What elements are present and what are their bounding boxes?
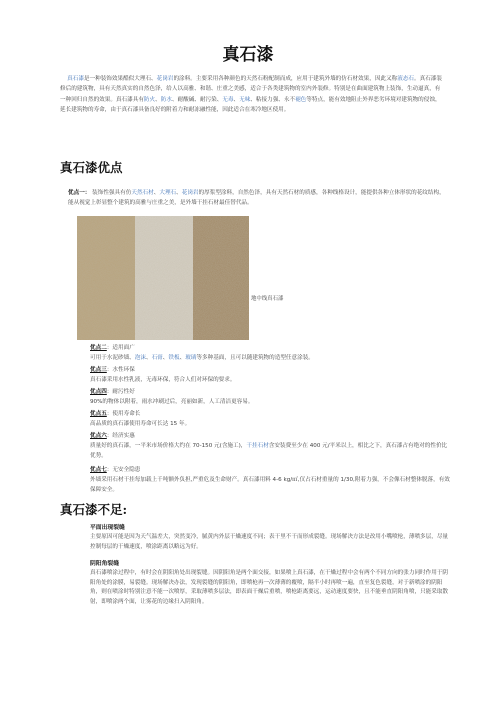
image-caption: 地中线真石漆: [251, 296, 284, 302]
advantage-7-text: 外墙采用石材干挂每加载上千吨额外负担,严重危及生命财产。真石漆用料 4-6 kg/㎡,仅占石材重量的 1/30,附着力强，不会像石材整体脱落，有效保障安全。: [90, 477, 450, 493]
intro-text: 、粘接力强、永不: [250, 96, 296, 103]
advantage-label: 优点二: [90, 345, 107, 351]
advantage-title: 水性环保: [112, 367, 135, 373]
intro-text: 是一种装饰效果酷似大理石、: [83, 76, 157, 82]
advantage-2-text: [90, 354, 450, 364]
flat-cracks-text: 主要原因可能是因为天气温差大，突然变冷，腻黄内外层干燥速度不同；表干里不干而形成裂缝。现场解决方法是改用小嘴喷枪，薄喷多层，尽量控制每层的干燥速度，喷涂距离以略远为好。: [90, 534, 449, 550]
advantage-label: 优点五: [90, 411, 107, 417]
adv-text: 、: [145, 355, 152, 361]
intro-text: 的涂料。主要采用各种颜色的天然石粉配制而成，应用于建筑外墙的仿石材效果，因此又称: [173, 76, 398, 82]
advantage-4: 优点四：耐污性好: [90, 389, 135, 395]
adv-text: 等多种基面，且可以随建筑物的造型任意涂装。: [196, 355, 314, 361]
advantage-4-text: 90%的物体以附着，雨水冲刷过后，亮丽如新，人工清洁更容易。: [90, 399, 254, 405]
section-heading-disadvantages: 真石漆不足:: [60, 502, 128, 517]
advantage-label: 优点七: [90, 467, 107, 473]
advantage-label: 优点一：: [68, 190, 91, 196]
advantage-title: 耐污性好: [112, 389, 135, 395]
adv-text: 、: [179, 355, 186, 361]
link-shigao[interactable]: 石膏: [151, 355, 163, 361]
link-tuise[interactable]: 褪色: [295, 96, 307, 103]
advantage-3: 优点三：水性环保: [90, 367, 135, 373]
intro-text: 等特点，能有效地阻止外界恶劣环境对建筑物的侵蚀，延长建筑物的寿命，由于真石漆具备良好的附着力和耐冻融性能，因此适合在寒冷地区使用。: [60, 96, 441, 114]
advantage-5-text: 高品质的真石漆使用寿命可长达 15 年。: [90, 421, 191, 427]
link-yetaishi[interactable]: 液态石: [397, 76, 415, 82]
link-zhenshiqi[interactable]: 真石漆: [67, 76, 84, 82]
link-wudu[interactable]: 无毒: [222, 96, 234, 103]
link-tianranshicai[interactable]: 天然石材: [131, 190, 154, 196]
corner-cracks-text: 真石漆喷涂过程中，有时会在阴阳角处出现裂缝。因阴阳角是两个面交接，如果喷上真石漆，在干燥过程中会有两个不同方向的张力同时作用于阴阳角处的涂膜，易裂缝。现场解决办法，发现裂缝的阴阳角，即喷枪再一次薄薄的覆喷，隔半小时再喷一遍，直至复色裂缝，对于新喷涂的阴阳角，则在喷涂时特别注意不能一次喷厚，采取薄喷多层法，即表面干燥后重喷，喷枪距离要远，运动速度要快，且不能垂直阴阳角喷，只能采取散射，即喷涂两个面，让雾花的边缘扫入阴阳角。: [90, 570, 449, 605]
adv-text: 、: [162, 355, 169, 361]
subheading-flat-cracks: 平面出现裂缝: [90, 525, 125, 531]
link-boli[interactable]: 玻璃: [185, 355, 197, 361]
advantage-3-text: 真石漆采用水性乳液，无毒环保，符合人们对环保的要求。: [90, 377, 236, 383]
link-dalishi[interactable]: 大理石: [159, 190, 177, 196]
link-fanghuo[interactable]: 防火: [143, 96, 156, 103]
stone-paint-sample-image: [77, 216, 249, 340]
link-wuwei[interactable]: 无味: [239, 96, 251, 103]
adv-text: 、: [153, 190, 160, 196]
advantage-6: 优点六：经济实惠: [90, 433, 135, 439]
section-heading-advantages: 真石漆优点: [60, 160, 123, 175]
intro-text: 、: [233, 96, 240, 103]
advantage-title: 经济实惠: [112, 433, 135, 439]
advantage-title: 使用寿命长: [112, 411, 141, 417]
advantage-6-text: [90, 442, 450, 461]
advantage-label: 优点三: [90, 367, 107, 373]
link-fangshui[interactable]: 防水: [160, 96, 172, 103]
advantage-label: 优点四: [90, 389, 107, 395]
advantage-title: 适用面广: [112, 345, 135, 351]
intro-text: 。真石漆装修后的建筑物，具有天然真实的自然色泽，给人以高雅、和谐、庄重之美感，适合于各类建筑物的室内外装修。特别是在曲面建筑物上装饰，生动逼真，有一种回归自然的效果。真石漆具有: [60, 76, 442, 103]
intro-paragraph: [60, 74, 444, 116]
intro-text: 、耐酸碱、耐污染、: [171, 96, 223, 103]
advantage-7: 优点七：无安全隐患: [90, 467, 141, 473]
adv-text: 可用于水泥砂墙、: [90, 355, 135, 361]
link-guagua-shicai[interactable]: 干挂石材: [246, 443, 269, 449]
adv-text: 质量好的真石漆，一平米市场价格大约在 70-150 元(含施工)，: [90, 443, 247, 449]
link-tieban[interactable]: 铁板: [168, 355, 180, 361]
link-paomo[interactable]: 泡沫: [134, 355, 146, 361]
advantage-1: [68, 188, 446, 208]
document-title: 真石漆: [222, 45, 274, 65]
adv-text: 的厚浆型涂料，自然色泽，具有天然石材的质感，各种线格设计，能提供各种立体形状的花纹结构，能从视觉上彰显整个建筑的高雅与庄重之美，是外墙干挂石材最佳替代品。: [68, 190, 445, 206]
advantage-5: 优点五：使用寿命长: [90, 411, 141, 417]
adv-text: 含安装费至少在 400 元/平米以上，相比之下，真石漆占有绝对的性价比优势。: [90, 443, 448, 459]
advantage-label: 优点六: [90, 433, 107, 439]
subheading-corner-cracks: 阴阳角裂缝: [90, 561, 119, 567]
adv-text: 装饰性强具有仿: [92, 190, 132, 196]
intro-text: 、: [155, 96, 161, 103]
advantage-2: 优点二：适用面广: [90, 345, 135, 351]
advantage-title: 无安全隐患: [112, 467, 141, 473]
link-huagangyan[interactable]: 花岗岩: [156, 76, 174, 82]
adv-text: 、: [176, 190, 182, 196]
link-huagangyan-2[interactable]: 花岗岩: [181, 190, 199, 196]
